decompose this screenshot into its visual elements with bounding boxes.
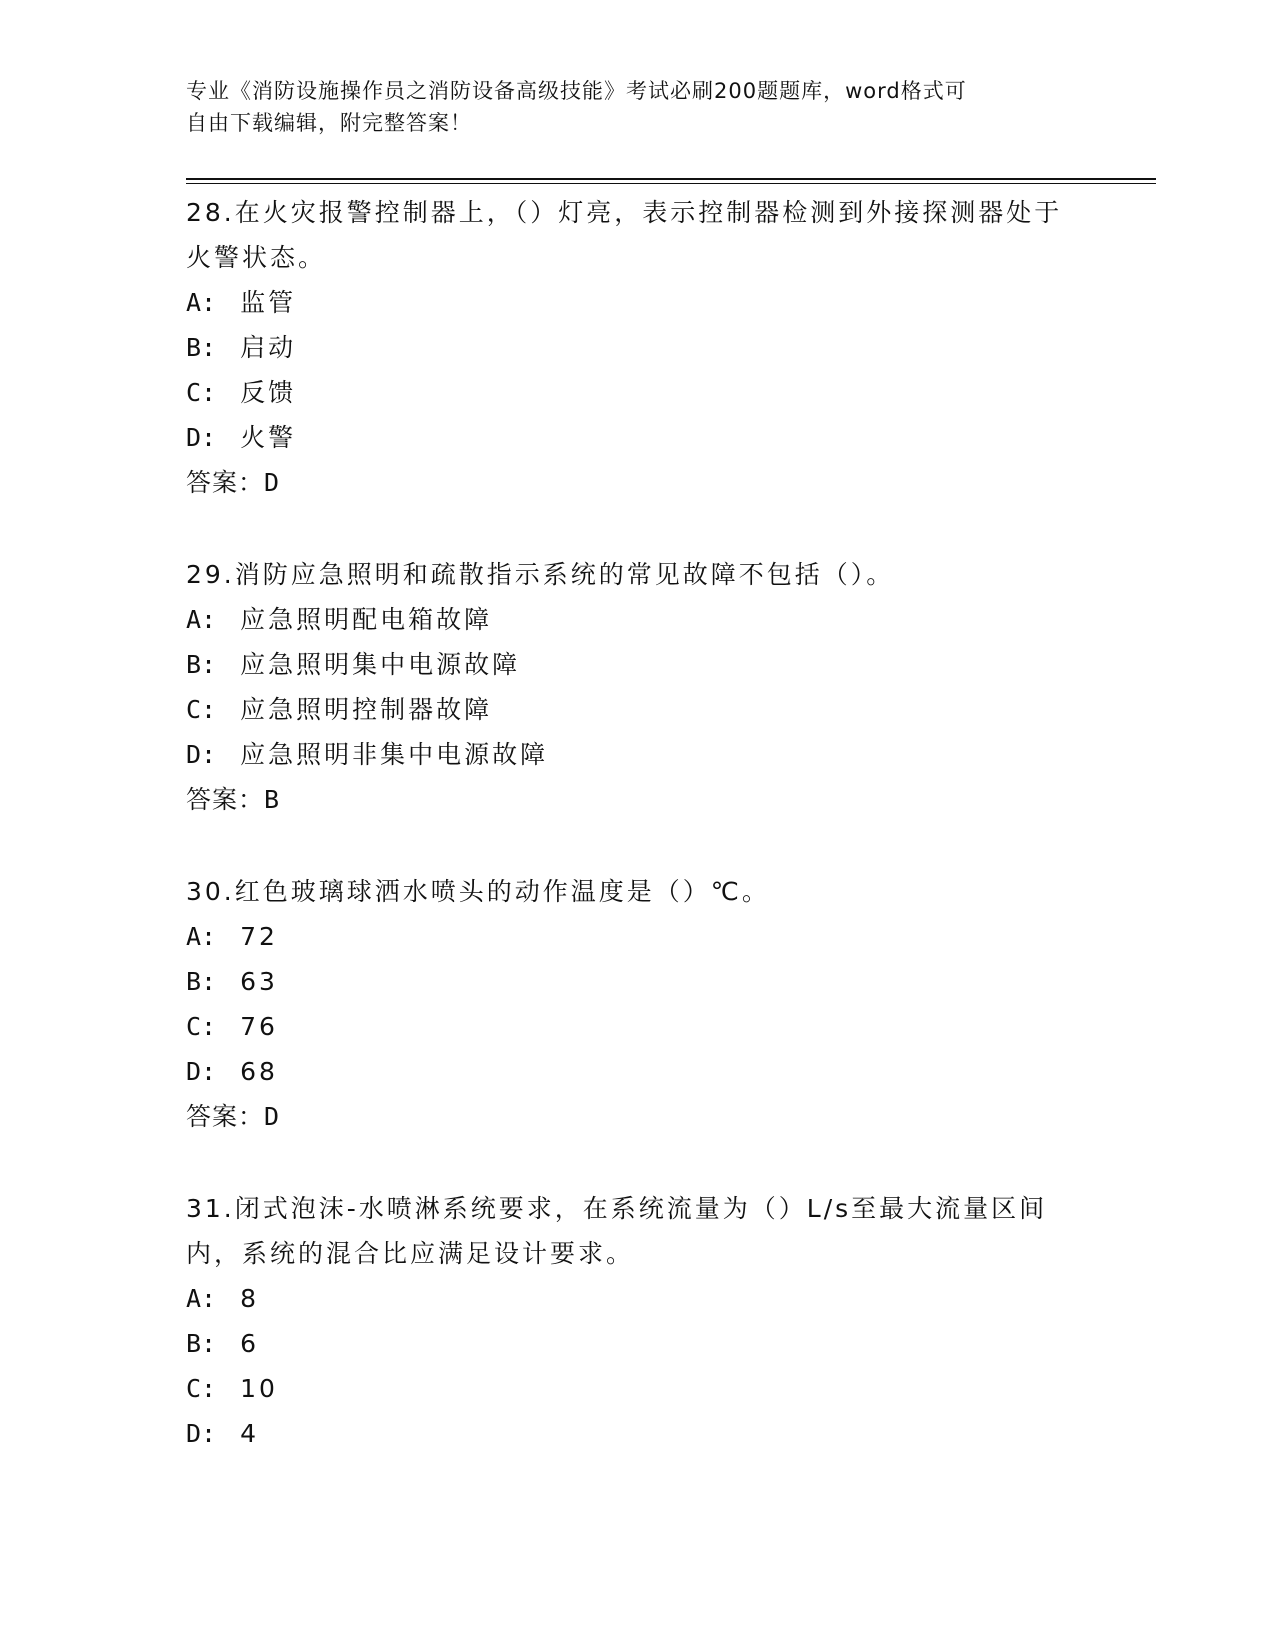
option-c [186,1366,1086,1411]
option-letter: C: [186,378,217,407]
answer-line [186,1094,1086,1139]
option-text: 应急照明集中电源故障 [240,650,521,679]
header-line-2: 自由下载编辑，附完整答案！ [186,111,472,135]
option-c [186,687,1086,732]
option-a [186,914,1086,959]
option-letter: B: [186,1329,217,1358]
option-text: 6 [240,1329,260,1358]
option-b [186,1321,1086,1366]
option-letter: D: [186,1419,217,1448]
option-a [186,1276,1086,1321]
option-letter: D: [186,423,217,452]
option-letter: C: [186,1374,217,1403]
option-a [186,597,1086,642]
option-d [186,732,1086,777]
option-letter: B: [186,333,217,362]
answer-value: D [264,468,281,497]
option-d [186,1049,1086,1094]
option-b [186,325,1086,370]
option-d [186,1411,1086,1456]
header-line-1: 专业《消防设施操作员之消防设备高级技能》考试必刷200题题库，word格式可 [186,79,967,103]
answer-line [186,777,1086,822]
option-text: 火警 [240,423,297,452]
option-letter: C: [186,695,217,724]
option-c [186,1004,1086,1049]
option-text: 监管 [240,288,297,317]
option-text: 应急照明非集中电源故障 [240,740,549,769]
answer-label: 答案： [186,468,265,497]
option-c [186,370,1086,415]
question-31 [186,1186,1086,1456]
option-letter: A: [186,605,217,634]
option-text: 8 [240,1284,260,1313]
option-text: 反馈 [240,378,297,407]
answer-label: 答案： [186,785,265,814]
answer-line [186,460,1086,505]
option-text: 应急照明配电箱故障 [240,605,493,634]
option-text: 4 [240,1419,260,1448]
option-letter: A: [186,288,217,317]
option-letter: B: [186,967,217,996]
option-letter: C: [186,1012,217,1041]
option-letter: A: [186,1284,217,1313]
option-letter: B: [186,650,217,679]
header-divider-thick [186,178,1156,180]
option-text: 76 [240,1012,278,1041]
option-d [186,415,1086,460]
question-29 [186,552,1086,822]
option-text: 启动 [240,333,297,362]
document-header [186,75,1086,139]
option-text: 68 [240,1057,278,1086]
question-stem: 30.红色玻璃球洒水喷头的动作温度是（）℃。 [186,877,770,906]
option-text: 72 [240,922,278,951]
answer-value: D [264,1102,281,1131]
question-list [186,190,1086,1503]
question-stem: 29.消防应急照明和疏散指示系统的常见故障不包括（）。 [186,560,895,589]
question-stem: 28.在火灾报警控制器上，（）灯亮，表示控制器检测到外接探测器处于火警状态。 [186,198,1063,272]
option-b [186,642,1086,687]
option-text: 应急照明控制器故障 [240,695,493,724]
header-divider-thin [186,183,1156,184]
option-a [186,280,1086,325]
question-stem: 31.闭式泡沫-水喷淋系统要求，在系统流量为（）L/s至最大流量区间内，系统的混合比应满足设计要求。 [186,1194,1048,1268]
option-letter: D: [186,1057,217,1086]
option-text: 10 [240,1374,278,1403]
question-30 [186,869,1086,1139]
option-letter: A: [186,922,217,951]
option-text: 63 [240,967,278,996]
option-b [186,959,1086,1004]
answer-value: B [264,785,281,814]
question-28 [186,190,1086,505]
answer-label: 答案： [186,1102,265,1131]
option-letter: D: [186,740,217,769]
